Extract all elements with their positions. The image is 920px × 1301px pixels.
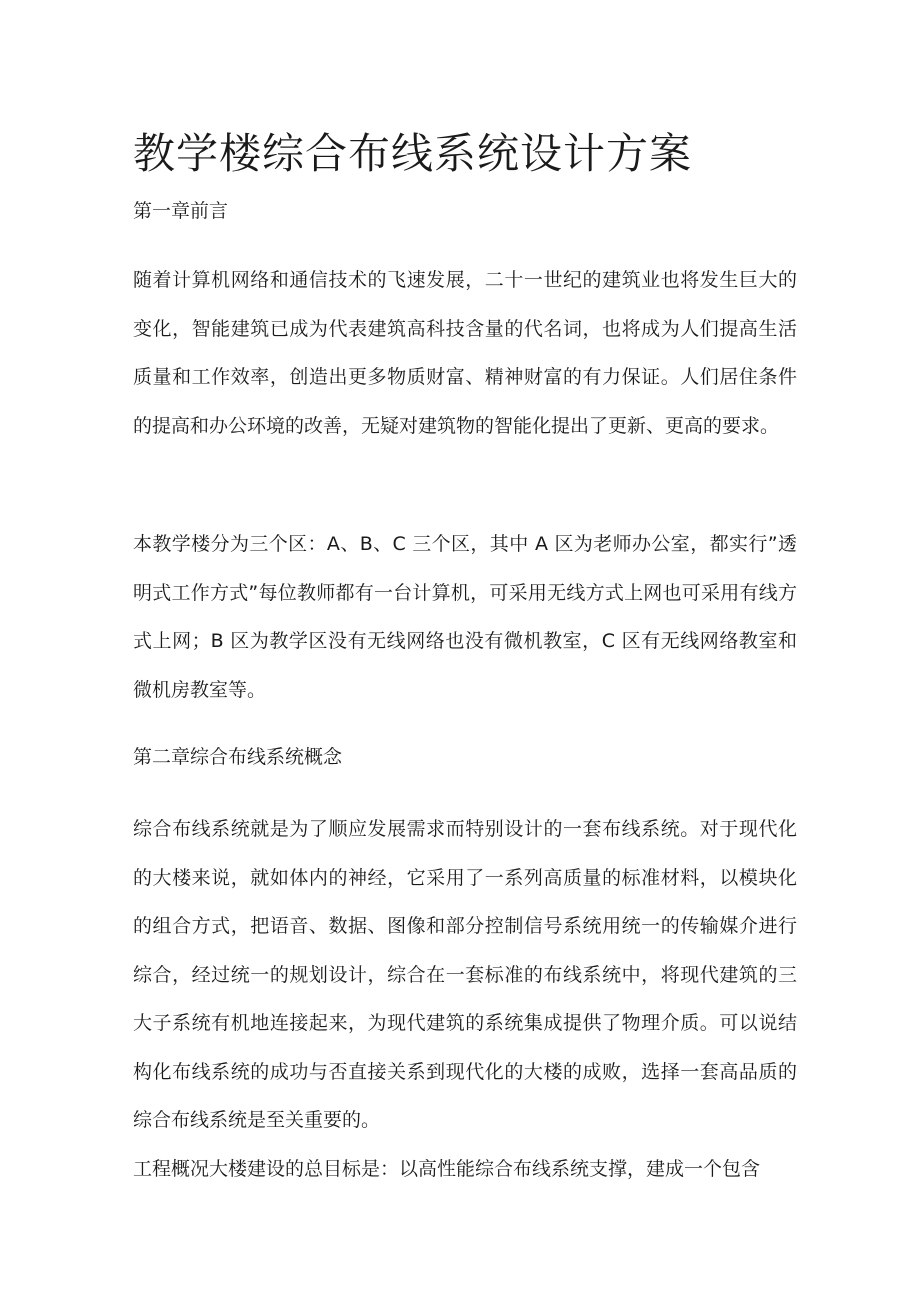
document-title: 教学楼综合布线系统设计方案 bbox=[133, 129, 693, 178]
chapter-2-heading: 第二章综合布线系统概念 bbox=[133, 746, 343, 768]
chapter-2-paragraph-1: 综合布线系统就是为了顺应发展需求而特别设计的一套布线系统。对于现代化的大楼来说，就如体内的神经，它采用了一系列高质量的标准材料，以模块化的组合方式，把语音、数据、图像和部分控制信号系统用统一的传输媒介进行综合，经过统一的规划设计，综合在一套标准的布线系统中，将现代建筑的三大子系统有机地连接起来，为现代建筑的系统集成提供了物理介质。可以说结构化布线系统的成功与否直接关系到现代化的大楼的成败，选择一套高品质的综合布线系统是至关重要的。 bbox=[133, 818, 797, 1131]
chapter-1-paragraph-2: 本教学楼分为三个区：A、B、C 三个区，其中 A 区为老师办公室，都实行”透明式工作方式”每位教师都有一台计算机，可采用无线方式上网也可采用有线方式上网；B 区为教学区没有无线网络也没有微机教室，C 区有无线网络教室和微机房教室等。 bbox=[133, 533, 797, 701]
chapter-2-paragraph-2: 工程概况大楼建设的总目标是：以高性能综合布线系统支撑，建成一个包含 bbox=[133, 1158, 761, 1180]
chapter-1-paragraph-1: 随着计算机网络和通信技术的飞速发展，二十一世纪的建筑业也将发生巨大的变化，智能建筑已成为代表建筑高科技含量的代名词，也将成为人们提高生活质量和工作效率，创造出更多物质财富、精神财富的有力保证。人们居住条件的提高和办公环境的改善，无疑对建筑物的智能化提出了更新、更高的要求。 bbox=[133, 269, 797, 437]
chapter-1-heading: 第一章前言 bbox=[133, 200, 229, 222]
